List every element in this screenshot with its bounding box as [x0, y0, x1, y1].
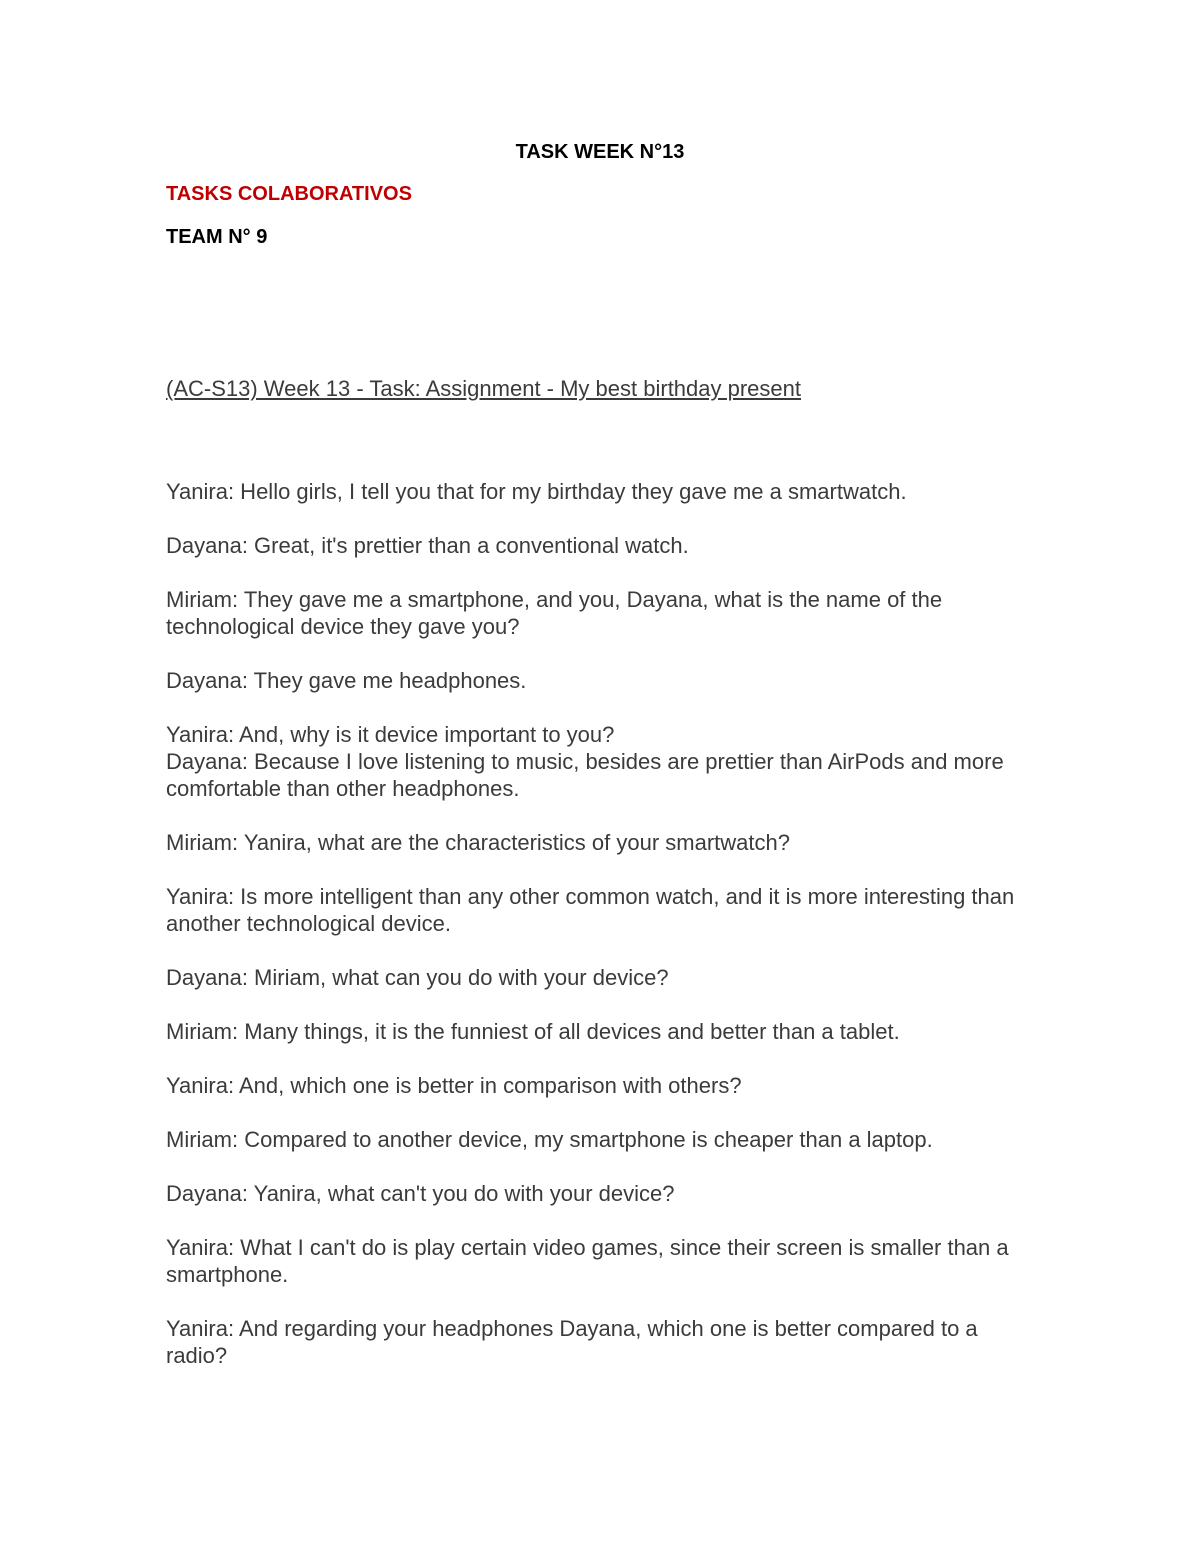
dialogue-line: Miriam: Many things, it is the funniest of all devices and better than a tablet.: [166, 1019, 900, 1044]
page-subtitle: TASKS COLABORATIVOS: [166, 183, 412, 205]
dialogue-line: Yanira: And regarding your headphones Dayana, which one is better compared to a radio?: [166, 1316, 978, 1368]
team-label: TEAM N° 9: [166, 226, 268, 248]
dialogue-line: Yanira: What I can't do is play certain video games, since their screen is smaller than a smartphone.: [166, 1235, 1009, 1287]
dialogue-line: Miriam: Yanira, what are the characteristics of your smartwatch?: [166, 830, 790, 855]
assignment-title: (AC-S13) Week 13 - Task: Assignment - My best birthday present: [166, 376, 802, 401]
dialogue-line: Yanira: And, why is it device important to you?: [166, 722, 615, 747]
dialogue-line: Dayana: Yanira, what can't you do with your device?: [166, 1181, 675, 1206]
dialogue-line: Yanira: Is more intelligent than any other common watch, and it is more interesting than another technological device.: [166, 884, 1015, 936]
dialogue-line: Yanira: Hello girls, I tell you that for my birthday they gave me a smartwatch.: [166, 479, 907, 504]
dialogue-line: Yanira: And, which one is better in comparison with others?: [166, 1073, 742, 1098]
page-title: TASK WEEK N°13: [515, 141, 685, 163]
dialogue-line: Dayana: Miriam, what can you do with your device?: [166, 965, 669, 990]
dialogue-line: Dayana: Great, it's prettier than a conventional watch.: [166, 533, 689, 558]
dialogue: [166, 478, 1036, 1396]
dialogue-line: Miriam: Compared to another device, my smartphone is cheaper than a laptop.: [166, 1127, 933, 1152]
dialogue-line: Dayana: They gave me headphones.: [166, 668, 527, 693]
dialogue-line: Dayana: Because I love listening to music, besides are prettier than AirPods and more comfortable than other headphones.: [166, 749, 1004, 801]
dialogue-line: Miriam: They gave me a smartphone, and you, Dayana, what is the name of the technological device they gave you?: [166, 587, 943, 639]
